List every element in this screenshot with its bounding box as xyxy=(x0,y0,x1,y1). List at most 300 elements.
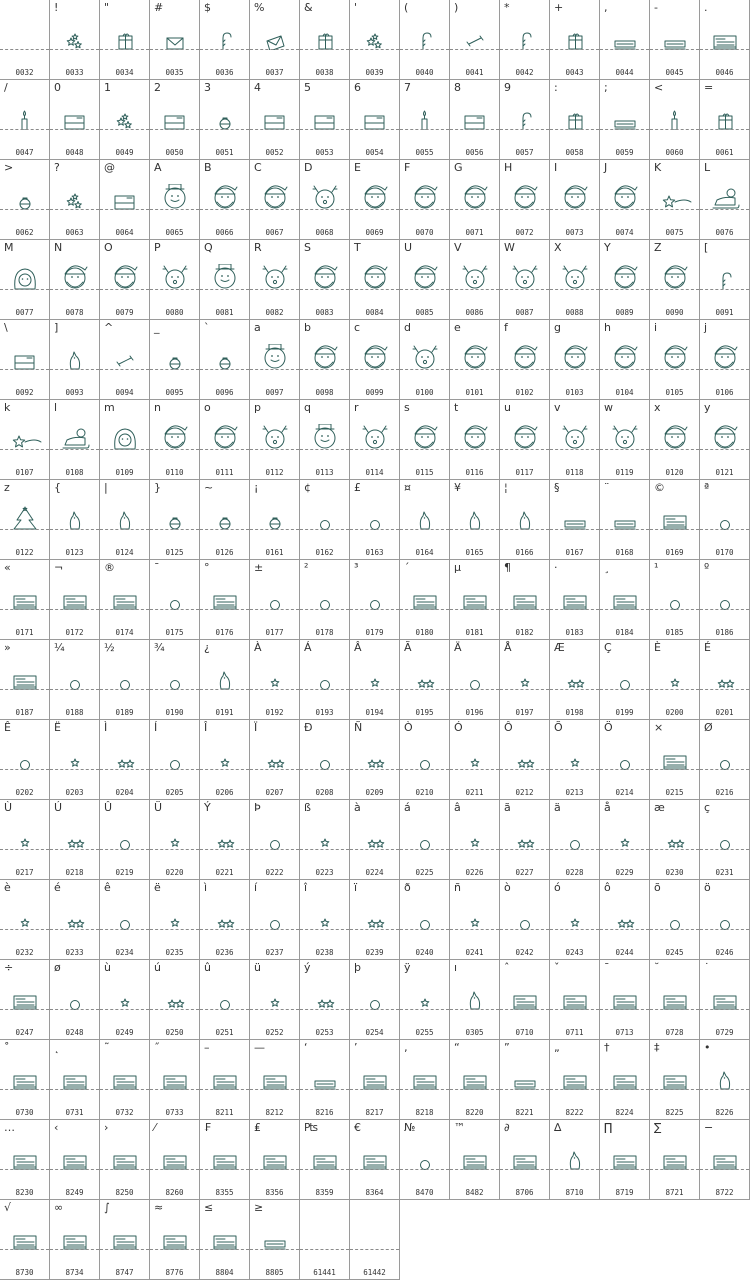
glyph-cell xyxy=(500,80,550,160)
glyph-code: 0729 xyxy=(715,1028,734,1037)
glyph-code: 0087 xyxy=(515,308,534,317)
ornament-icon xyxy=(150,504,199,530)
glyph-character: r xyxy=(354,401,359,414)
glyph-character: : xyxy=(554,81,558,94)
glyph-cell xyxy=(600,640,650,720)
glyph-cell xyxy=(650,320,700,400)
glyph-code: 0044 xyxy=(615,68,634,77)
glyph-character: « xyxy=(4,561,11,574)
glyph-cell xyxy=(450,400,500,480)
glyph-cell xyxy=(700,240,750,320)
baseline-guide xyxy=(0,1169,49,1170)
glyph-code: 0239 xyxy=(365,948,384,957)
baseline-guide xyxy=(500,609,549,610)
santa-face-icon xyxy=(350,264,399,290)
glyph-character: ü xyxy=(254,961,261,974)
glyph-cell xyxy=(300,880,350,960)
glyph-character: № xyxy=(404,1121,416,1134)
glyph-code: 0092 xyxy=(15,388,34,397)
glyph-cell xyxy=(600,320,650,400)
glyph-cell xyxy=(150,480,200,560)
glyph-cell xyxy=(350,400,400,480)
board-icon xyxy=(250,1064,299,1090)
glyph-code: 0055 xyxy=(415,148,434,157)
board-icon xyxy=(700,24,749,50)
empty-glyph xyxy=(0,24,49,50)
glyph-code: 0051 xyxy=(215,148,234,157)
board-icon xyxy=(350,1064,399,1090)
glyph-cell xyxy=(550,320,600,400)
baseline-guide xyxy=(350,1169,399,1170)
glyph-character: ³ xyxy=(354,561,359,574)
baseline-guide xyxy=(350,1249,399,1250)
glyph-code: 0095 xyxy=(165,388,184,397)
glyph-character: } xyxy=(154,481,161,494)
glyph-code: 0250 xyxy=(165,1028,184,1037)
glyph-code: 0711 xyxy=(565,1028,584,1037)
glyph-character: q xyxy=(304,401,311,414)
glyph-character: ^ xyxy=(104,321,114,334)
santa-face-icon xyxy=(300,264,349,290)
glyph-cell xyxy=(100,160,150,240)
glyph-code: 0236 xyxy=(215,948,234,957)
glyph-cell xyxy=(0,0,50,80)
bird-icon xyxy=(50,344,99,370)
baseline-guide xyxy=(0,129,49,130)
glyph-cell xyxy=(200,240,250,320)
glyph-character: g xyxy=(554,321,561,334)
glyph-code: 0255 xyxy=(415,1028,434,1037)
baseline-guide xyxy=(0,849,49,850)
glyph-cell xyxy=(150,240,200,320)
glyph-cell xyxy=(700,1040,750,1120)
glyph-cell xyxy=(50,1200,100,1280)
glyph-character: í xyxy=(254,881,258,894)
glyph-cell xyxy=(450,960,500,1040)
glyph-character: c xyxy=(354,321,361,334)
two-stars-icon xyxy=(350,904,399,930)
glyph-cell xyxy=(700,480,750,560)
glyph-character: 7 xyxy=(404,81,411,94)
glyph-character: Ê xyxy=(4,721,11,734)
baseline-guide xyxy=(100,929,149,930)
glyph-code: 0167 xyxy=(565,548,584,557)
glyph-cell xyxy=(500,640,550,720)
glyph-code: 0251 xyxy=(215,1028,234,1037)
board-icon xyxy=(100,1064,149,1090)
baseline-guide xyxy=(0,929,49,930)
baseline-guide xyxy=(150,449,199,450)
glyph-character: ¡ xyxy=(254,481,259,494)
glyph-code: 0041 xyxy=(465,68,484,77)
two-stars-icon xyxy=(250,744,299,770)
board-icon xyxy=(600,984,649,1010)
baseline-guide xyxy=(100,449,149,450)
glyph-character: û xyxy=(204,961,211,974)
glyph-code: 0050 xyxy=(165,148,184,157)
glyph-cell xyxy=(600,1120,650,1200)
glyph-cell xyxy=(50,320,100,400)
glyph-character: ú xyxy=(154,961,161,974)
board-icon xyxy=(200,584,249,610)
glyph-cell xyxy=(50,80,100,160)
star-small-icon xyxy=(450,824,499,850)
two-stars-icon xyxy=(650,824,699,850)
reindeer-face-icon xyxy=(450,264,499,290)
baseline-guide xyxy=(350,929,399,930)
glyph-character: Á xyxy=(304,641,312,654)
circle-icon xyxy=(350,504,399,530)
glyph-cell xyxy=(350,80,400,160)
reindeer-face-icon xyxy=(250,264,299,290)
glyph-cell xyxy=(50,400,100,480)
glyph-character: J xyxy=(604,161,608,174)
board-icon xyxy=(600,584,649,610)
board-icon xyxy=(0,1224,49,1250)
glyph-code: 0046 xyxy=(715,68,734,77)
baseline-guide xyxy=(500,129,549,130)
stars-icon xyxy=(100,104,149,130)
glyph-code: 0225 xyxy=(415,868,434,877)
glyph-cell xyxy=(650,560,700,640)
glyph-character: . xyxy=(704,1,708,14)
reindeer-face-icon xyxy=(500,264,549,290)
board-icon xyxy=(650,504,699,530)
glyph-code: 0199 xyxy=(615,708,634,717)
glyph-cell xyxy=(400,400,450,480)
santa-face-icon xyxy=(450,184,499,210)
glyph-cell xyxy=(650,1040,700,1120)
baseline-guide xyxy=(550,1169,599,1170)
glyph-character: S xyxy=(304,241,311,254)
baseline-guide xyxy=(700,609,749,610)
baseline-guide xyxy=(600,849,649,850)
bird-icon xyxy=(400,504,449,530)
baseline-guide xyxy=(200,689,249,690)
glyph-code: 8217 xyxy=(365,1108,384,1117)
glyph-character: „ xyxy=(554,1041,560,1054)
circle-icon xyxy=(400,824,449,850)
board-icon xyxy=(50,1224,99,1250)
glyph-cell xyxy=(650,880,700,960)
circle-icon xyxy=(700,824,749,850)
baseline-guide xyxy=(400,1089,449,1090)
glyph-character: ç xyxy=(704,801,711,814)
santa-face-icon xyxy=(350,344,399,370)
glyph-character: ê xyxy=(104,881,111,894)
glyph-character: · xyxy=(554,561,558,574)
glyph-cell xyxy=(400,1040,450,1120)
baseline-guide xyxy=(350,129,399,130)
glyph-code: 0205 xyxy=(165,788,184,797)
glyph-character: / xyxy=(4,81,8,94)
glyph-code: 0192 xyxy=(265,708,284,717)
glyph-character: Ò xyxy=(404,721,413,734)
glyph-cell xyxy=(500,400,550,480)
glyph-code: 0185 xyxy=(665,628,684,637)
reindeer-face-icon xyxy=(300,184,349,210)
baseline-guide xyxy=(300,1249,349,1250)
two-stars-icon xyxy=(700,664,749,690)
glyph-cell xyxy=(650,640,700,720)
board-icon xyxy=(700,1144,749,1170)
baseline-guide xyxy=(0,1009,49,1010)
glyph-character: µ xyxy=(454,561,461,574)
baseline-guide xyxy=(250,689,299,690)
board-icon xyxy=(700,984,749,1010)
baseline-guide xyxy=(100,1089,149,1090)
glyph-character: 4 xyxy=(254,81,261,94)
glyph-code: 0036 xyxy=(215,68,234,77)
glyph-code: 0183 xyxy=(565,628,584,637)
baseline-guide xyxy=(100,369,149,370)
glyph-cell xyxy=(450,720,500,800)
glyph-character: 8 xyxy=(454,81,461,94)
glyph-code: 0089 xyxy=(615,308,634,317)
board-icon xyxy=(450,1064,499,1090)
glyph-cell xyxy=(250,240,300,320)
glyph-character: Ð xyxy=(304,721,313,734)
circle-icon xyxy=(250,824,299,850)
glyph-character: ÷ xyxy=(4,961,14,974)
glyph-cell xyxy=(350,560,400,640)
glyph-cell xyxy=(200,1040,250,1120)
glyph-cell xyxy=(450,80,500,160)
glyph-code: 0178 xyxy=(315,628,334,637)
glyph-code: 0211 xyxy=(465,788,484,797)
board-icon xyxy=(650,1064,699,1090)
baseline-guide xyxy=(650,609,699,610)
glyph-code: 0216 xyxy=(715,788,734,797)
baseline-guide xyxy=(0,49,49,50)
baseline-guide xyxy=(250,49,299,50)
glyph-cell xyxy=(300,640,350,720)
baseline-guide xyxy=(450,849,499,850)
glyph-cell xyxy=(0,800,50,880)
glyph-cell xyxy=(0,1040,50,1120)
glyph-character: ˙ xyxy=(704,961,710,974)
glyph-cell xyxy=(500,0,550,80)
santa-face-icon xyxy=(300,344,349,370)
glyph-character: ∂ xyxy=(504,1121,510,1134)
baseline-guide xyxy=(300,529,349,530)
glyph-code: 0073 xyxy=(565,228,584,237)
glyph-code: 8230 xyxy=(15,1188,34,1197)
glyph-cell xyxy=(300,240,350,320)
glyph-cell xyxy=(400,320,450,400)
glyph-code: 0080 xyxy=(165,308,184,317)
star-small-icon xyxy=(600,824,649,850)
glyph-character: + xyxy=(554,1,564,14)
baseline-guide xyxy=(50,1089,99,1090)
glyph-character: ± xyxy=(254,561,264,574)
two-stars-icon xyxy=(200,824,249,850)
snowman-face-icon xyxy=(150,184,199,210)
board-icon xyxy=(600,1064,649,1090)
bird-icon xyxy=(100,504,149,530)
baseline-guide xyxy=(100,849,149,850)
glyph-cell xyxy=(700,880,750,960)
glyph-character: ù xyxy=(104,961,111,974)
glyph-code: 0053 xyxy=(315,148,334,157)
baseline-guide xyxy=(700,1009,749,1010)
glyph-cell xyxy=(700,0,750,80)
glyph-cell xyxy=(100,720,150,800)
baseline-guide xyxy=(500,209,549,210)
glyph-character: % xyxy=(254,1,265,14)
glyph-cell xyxy=(0,1120,50,1200)
glyph-character: ∫ xyxy=(104,1201,110,1214)
baseline-guide xyxy=(200,49,249,50)
glyph-code: 0240 xyxy=(415,948,434,957)
baseline-guide xyxy=(400,769,449,770)
star-small-icon xyxy=(400,984,449,1010)
glyph-code: 0203 xyxy=(65,788,84,797)
baseline-guide xyxy=(450,289,499,290)
glyph-cell xyxy=(100,1040,150,1120)
glyph-character: 1 xyxy=(104,81,111,94)
santa-face-icon xyxy=(200,424,249,450)
glyph-code: 8776 xyxy=(165,1268,184,1277)
glyph-code: 8719 xyxy=(615,1188,634,1197)
glyph-code: 8250 xyxy=(115,1188,134,1197)
glyph-cell xyxy=(600,560,650,640)
glyph-code: 0713 xyxy=(615,1028,634,1037)
glyph-code: 0102 xyxy=(515,388,534,397)
glyph-cell xyxy=(500,160,550,240)
stars-icon xyxy=(50,24,99,50)
glyph-cell xyxy=(500,480,550,560)
glyph-code: 0196 xyxy=(465,708,484,717)
glyph-code: 0184 xyxy=(615,628,634,637)
two-stars-icon xyxy=(100,744,149,770)
glyph-code: 0063 xyxy=(65,228,84,237)
glyph-code: 0730 xyxy=(15,1108,34,1117)
glyph-character: ¸ xyxy=(604,561,610,574)
gift-icon xyxy=(550,24,599,50)
baseline-guide xyxy=(250,1009,299,1010)
ornament-icon xyxy=(0,184,49,210)
glyph-character: — xyxy=(254,1041,265,1054)
glyph-cell xyxy=(300,480,350,560)
glyph-code: 0228 xyxy=(565,868,584,877)
glyph-cell xyxy=(450,480,500,560)
glyph-character: ˇ xyxy=(554,961,560,974)
circle-icon xyxy=(300,584,349,610)
glyph-code: 0069 xyxy=(365,228,384,237)
glyph-code: 0057 xyxy=(515,148,534,157)
glyph-cell xyxy=(450,880,500,960)
baseline-guide xyxy=(250,609,299,610)
sign-icon xyxy=(650,24,699,50)
glyph-character: Ö xyxy=(604,721,613,734)
glyph-character: ] xyxy=(54,321,59,334)
glyph-cell xyxy=(150,0,200,80)
glyph-cell xyxy=(200,640,250,720)
star-icon xyxy=(650,184,699,210)
board-icon xyxy=(450,1144,499,1170)
glyph-character: “ xyxy=(454,1041,460,1054)
baseline-guide xyxy=(350,49,399,50)
baseline-guide xyxy=(200,929,249,930)
glyph-character: _ xyxy=(154,321,160,334)
glyph-code: 8220 xyxy=(465,1108,484,1117)
glyph-code: 0193 xyxy=(315,708,334,717)
baseline-guide xyxy=(350,689,399,690)
glyph-cell xyxy=(500,560,550,640)
glyph-cell xyxy=(700,320,750,400)
baseline-guide xyxy=(700,369,749,370)
baseline-guide xyxy=(100,289,149,290)
glyph-code: 0201 xyxy=(715,708,734,717)
glyph-cell xyxy=(150,560,200,640)
baseline-guide xyxy=(50,49,99,50)
glyph-code: 0181 xyxy=(465,628,484,637)
glyph-character: ? xyxy=(54,161,60,174)
glyph-code: 0221 xyxy=(215,868,234,877)
glyph-code: 8249 xyxy=(65,1188,84,1197)
glyph-code: 0047 xyxy=(15,148,34,157)
circle-icon xyxy=(450,664,499,690)
reindeer-face-icon xyxy=(550,424,599,450)
baseline-guide xyxy=(700,289,749,290)
glyph-code: 0732 xyxy=(115,1108,134,1117)
baseline-guide xyxy=(200,529,249,530)
glyph-code: 0097 xyxy=(265,388,284,397)
glyph-code: 8804 xyxy=(215,1268,234,1277)
glyph-code: 0162 xyxy=(315,548,334,557)
card-icon xyxy=(350,104,399,130)
glyph-code: 0188 xyxy=(65,708,84,717)
glyph-code: 0175 xyxy=(165,628,184,637)
baseline-guide xyxy=(400,609,449,610)
santa-face-icon xyxy=(650,264,699,290)
card-icon xyxy=(150,104,199,130)
glyph-cell xyxy=(100,240,150,320)
baseline-guide xyxy=(600,529,649,530)
glyph-code: 0172 xyxy=(65,628,84,637)
candy-cane-icon xyxy=(700,264,749,290)
glyph-character: < xyxy=(654,81,664,94)
baseline-guide xyxy=(500,289,549,290)
baseline-guide xyxy=(400,849,449,850)
glyph-code: 0110 xyxy=(165,468,184,477)
two-stars-icon xyxy=(300,984,349,1010)
glyph-code: 0103 xyxy=(565,388,584,397)
santa-face-icon xyxy=(100,264,149,290)
board-icon xyxy=(0,664,49,690)
glyph-character: # xyxy=(154,1,164,14)
glyph-cell xyxy=(400,1120,450,1200)
glyph-code: 8721 xyxy=(665,1188,684,1197)
glyph-cell xyxy=(0,560,50,640)
glyph-code: 0078 xyxy=(65,308,84,317)
glyph-code: 0101 xyxy=(465,388,484,397)
candy-cane-icon xyxy=(500,104,549,130)
glyph-character: … xyxy=(4,1121,15,1134)
glyph-code: 0045 xyxy=(665,68,684,77)
sign-icon xyxy=(600,24,649,50)
glyph-code: 0094 xyxy=(115,388,134,397)
two-stars-icon xyxy=(50,904,99,930)
baseline-guide xyxy=(250,849,299,850)
glyph-cell xyxy=(550,240,600,320)
glyph-cell xyxy=(400,640,450,720)
glyph-cell xyxy=(300,160,350,240)
baseline-guide xyxy=(450,529,499,530)
glyph-code: 0123 xyxy=(65,548,84,557)
glyph-character: O xyxy=(104,241,113,254)
